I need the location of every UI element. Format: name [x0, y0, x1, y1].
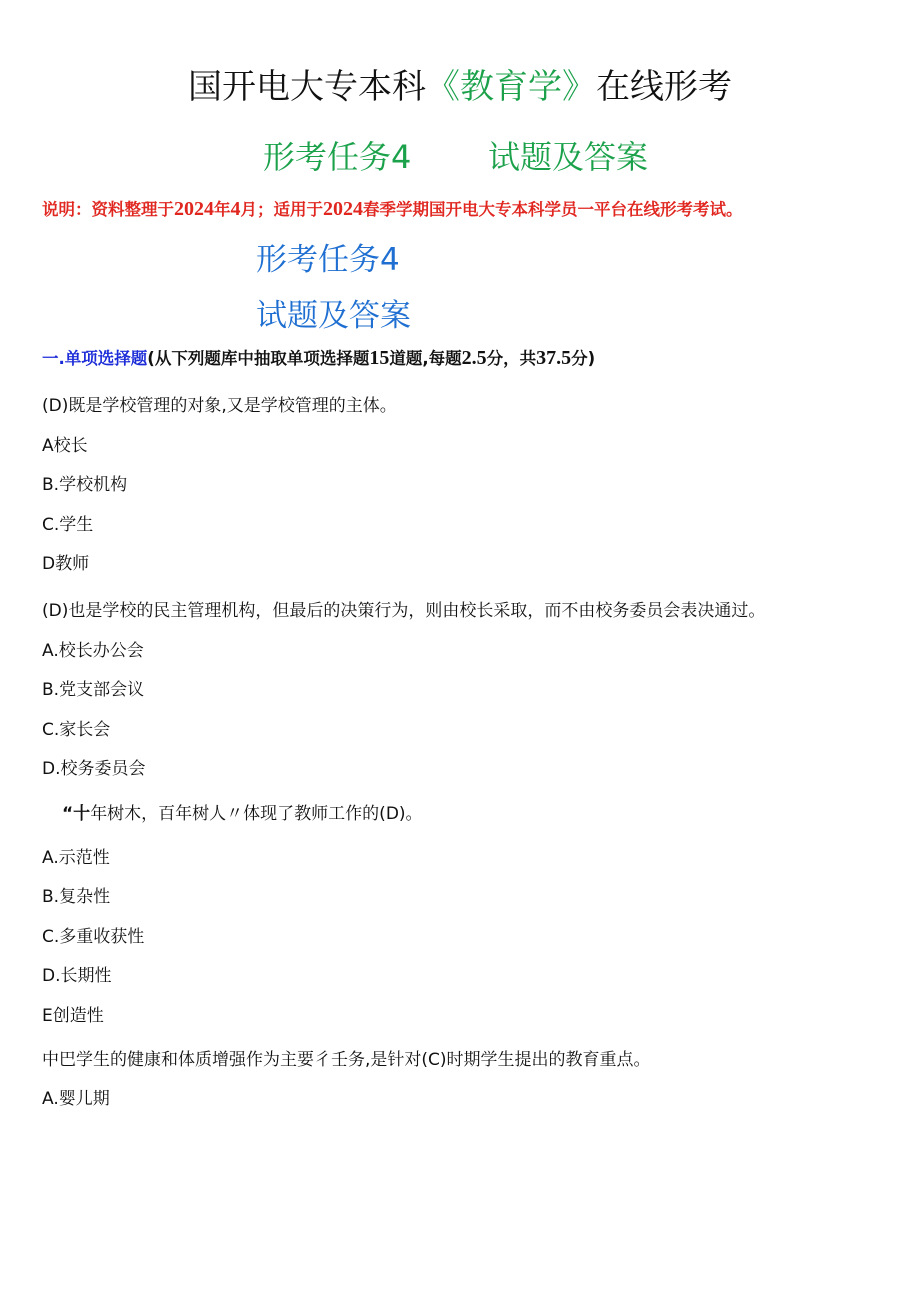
question-stem-text: 年树木，百年树人〃体现了教师工作的(D)。	[90, 804, 423, 824]
answer-option: A.示范性	[42, 848, 110, 868]
subtitle-task: 形考任务4	[263, 138, 412, 176]
document-title	[0, 62, 920, 112]
section-text: (从下列题库中抽取单项选择题	[147, 349, 370, 368]
note-year: 2024	[174, 198, 214, 220]
section-text: 道题,每题	[389, 349, 462, 368]
answer-option: C.多重收获性	[42, 927, 145, 947]
answer-option: A校长	[42, 436, 88, 456]
heading-answers: 试题及答案	[256, 298, 411, 334]
answer-option: B.复杂性	[42, 887, 111, 907]
answer-option: C.学生	[42, 515, 94, 535]
note-month: 4	[230, 198, 241, 220]
question-stem: (D)既是学校管理的对象,又是学校管理的主体。	[42, 396, 397, 416]
document-note	[42, 196, 743, 223]
question-stem: 中巴学生的健康和体质增强作为主要彳壬务,是针对(C)时期学生提出的教育重点。	[42, 1050, 651, 1070]
section-count: 15	[369, 347, 390, 369]
note-text: 月；适用于	[240, 200, 323, 219]
section-label: 一.单项选择题	[42, 349, 148, 368]
question-stem	[62, 801, 423, 827]
section-points-total: 37.5	[536, 347, 572, 369]
note-text: 年	[214, 200, 231, 219]
subtitle-answers: 试题及答案	[488, 138, 649, 176]
answer-option: D教师	[42, 554, 90, 574]
document-subtitle	[0, 132, 920, 182]
answer-option: E创造性	[42, 1006, 104, 1026]
section-points-each: 2.5	[461, 347, 487, 369]
note-term-year: 2024	[323, 198, 363, 220]
answer-option: D.校务委员会	[42, 759, 146, 779]
note-text: 说明：资料整理于	[42, 200, 174, 219]
section-heading	[42, 345, 595, 372]
answer-option: B.党支部会议	[42, 680, 145, 700]
title-prefix: 国开电大专本科	[188, 67, 426, 107]
title-suffix: 在线形考	[596, 67, 732, 107]
question-quote-mark: “十	[62, 804, 91, 824]
title-course-name: 《教育学》	[426, 67, 596, 107]
question-stem: (D)也是学校的民主管理机构，但最后的决策行为，则由校长采取，而不由校务委员会表决通过。	[42, 601, 766, 621]
section-text: 分)	[571, 349, 596, 368]
answer-option: C.家长会	[42, 720, 111, 740]
answer-option: B.学校机构	[42, 475, 128, 495]
note-text: 春季学期国开电大专本科学员一平台在线形考考试。	[363, 200, 743, 219]
answer-option: A.校长办公会	[42, 641, 144, 661]
heading-task: 形考任务4	[256, 242, 400, 278]
answer-option: D.长期性	[42, 966, 112, 986]
section-text: 分，共	[486, 349, 537, 368]
answer-option: A.婴儿期	[42, 1089, 110, 1109]
